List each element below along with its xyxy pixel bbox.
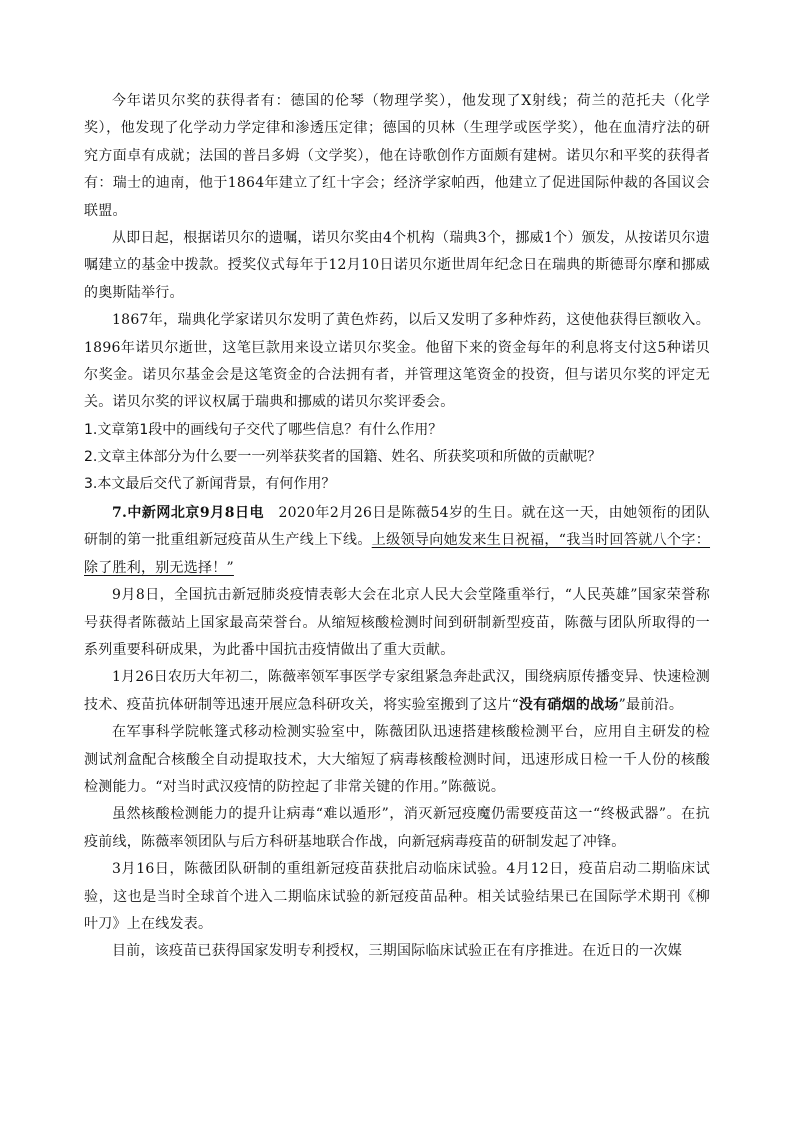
article-7-dateline: 7.中新网北京9月8日电 [112,504,264,521]
article-7-p3-end: ”最前沿。 [618,696,684,713]
article-7-paragraph-6: 3月16日，陈薇团队研制的重组新冠疫苗获批启动临床试验。4月12日，疫苗启动二期临床试验，这也是当时全球首个进入二期临床试验的新冠疫苗品种。相关试验结果已在国际学术期刊《柳叶刀》上在线发表。 [84,861,710,932]
article-7-paragraph-7: 目前，该疫苗已获得国家发明专利授权，三期国际临床试验正在有序推进。在近日的一次媒 [112,943,682,960]
article-7-paragraph-5: 虽然核酸检测能力的提升让病毒“难以遁形”，消灭新冠疫魔仍需要疫苗这一“终极武器”。在抗疫前线，陈薇率领团队与后方科研基地联合作战，向新冠病毒疫苗的研制发起了冲锋。 [84,806,710,850]
article-7-lead-paragraph [84,500,710,582]
underlined-sentence: 上级领导向她发来生日祝福，“我当时回答就八个字：除了胜利，别无选择！” [84,532,711,576]
question-2: 2.文章主体部分为什么要一一列举获奖者的国籍、姓名、所获奖项和所做的贡献呢？ [84,448,602,465]
question-3: 3.本文最后交代了新闻背景，有何作用？ [84,475,336,492]
article-7-paragraph-4: 在军事科学院帐篷式移动检测实验室中，陈薇团队迅速搭建核酸检测平台，应用自主研发的检测试剂盒配合核酸全自动提取技术，大大缩短了病毒核酸检测时间，迅速形成日检一千人份的核酸检测能力。“对当时武汉疫情的防控起了非常关键的作用。”陈薇说。 [84,724,710,795]
paragraph-nobel-background: 1867年，瑞典化学家诺贝尔发明了黄色炸药，以后又发明了多种炸药，这使他获得巨额收入。1896年诺贝尔逝世，这笔巨款用来设立诺贝尔奖金。他留下来的资金每年的利息将支付这5种诺贝尔奖金。诺贝尔基金会是这笔资金的合法拥有者，并管理这笔资金的投资，但与诺贝尔奖的评定无关。诺贝尔奖的评议权属于瑞典和挪威的诺贝尔奖评委会。 [84,312,710,411]
question-1: 1.文章第1段中的画线句子交代了哪些信息？有什么作用？ [84,421,443,438]
article-7-p3-emphasis: 没有硝烟的战场 [518,696,619,713]
paragraph-nobel-winners: 今年诺贝尔奖的获得者有：德国的伦琴（物理学奖），他发现了X射线；荷兰的范托夫（化学奖），他发现了化学动力学定律和渗透压定律；德国的贝林（生理学或医学奖），他在血清疗法的研究方面卓有成就；法国的普吕多姆（文学奖），他在诗歌创作方面颇有建树。诺贝尔和平奖的获得者有：瑞士的迪南，他于1864年建立了红十字会；经济学家帕西，他建立了促进国际仲裁的各国议会联盟。 [84,93,710,219]
paragraph-nobel-award-rules: 从即日起，根据诺贝尔的遗嘱，诺贝尔奖由4个机构（瑞典3个，挪威1个）颁发，从按诺贝尔遗嘱建立的基金中拨款。授奖仪式每年于12月10日诺贝尔逝世周年纪念日在瑞典的斯德哥尔摩和挪威的奥斯陆举行。 [84,230,710,301]
article-7-intro: 2020年2月26日是陈薇54岁的生日。就在这一天，由她领衔的团队研制的第一批重组新冠疫苗从生产线上下线。 [84,504,710,549]
article-7-p3-text: 1月26日农历大年初二，陈薇率领军事医学专家组紧急奔赴武汉，围绕病原传播变异、快速检测技术、疫苗抗体研制等迅速开展应急科研攻关，将实验室搬到了这片“ [84,669,710,713]
article-7-paragraph-3 [84,664,710,719]
document-page [84,88,710,966]
article-7-paragraph-2: 9月8日，全国抗击新冠肺炎疫情表彰大会在北京人民大会堂隆重举行，“人民英雄”国家荣誉称号获得者陈薇站上国家最高荣誉台。从缩短核酸检测时间到研制新型疫苗，陈薇与团队所取得的一系列重要科研成果，为此番中国抗击疫情做出了重大贡献。 [84,587,710,658]
